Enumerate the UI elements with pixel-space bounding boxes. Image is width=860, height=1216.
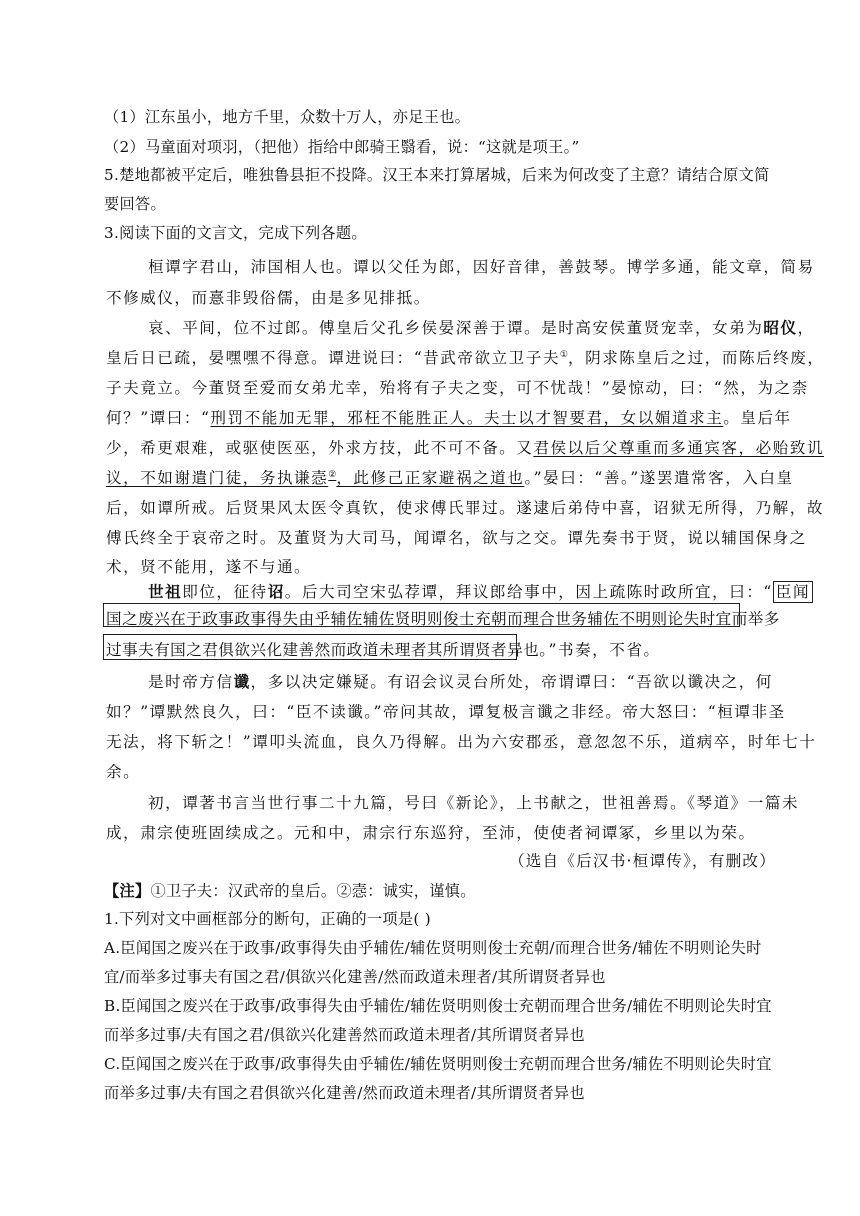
- p2-text: 何？”谭曰：“: [106, 409, 211, 427]
- p2-text: ，阴求陈皇后之过，而陈后终废，: [568, 349, 825, 367]
- passage-p2-line-6: [106, 466, 794, 488]
- p3-text: 。”书奏，不省。: [539, 641, 661, 659]
- option-a-line-1[interactable]: A.臣闻国之废兴在于政事/政事得失由乎辅佐/辅佐贤明则俊士充朝/而理合世务/辅佐不明则论失时: [104, 939, 762, 957]
- p4-text: ，多以决定嫌疑。有诏会议灵台所处，帝谓谭曰：“吾欲以谶决之，何: [250, 673, 773, 691]
- passage-p2-line-5: [106, 436, 824, 458]
- passage-p1-line-2: 不修威仪，而憙非毁俗儒，由是多见排抵。: [106, 289, 431, 307]
- p3-text: 即位，征待: [182, 583, 268, 601]
- question-5-line-2: 要回答。: [104, 195, 166, 213]
- boxed-text-start: 臣闻: [773, 581, 813, 603]
- answer-1: （1）江东虽小，地方千里，众数十万人，亦足王也。: [104, 108, 471, 126]
- passage-p4-line-3: 无法，将下斩之！”谭叩头流血，良久乃得解。出为六安郡丞，意忽忽不乐，道病卒，时年七十: [106, 733, 817, 751]
- p2-text: 。皇后年: [723, 409, 792, 427]
- boxed-passage-line-2: 国之废兴在于政事政事得失由乎辅佐辅佐贤明则俊士充朝而理合世务辅佐不明则论失时宜而举多: [106, 610, 780, 628]
- notes-text: ①卫子夫：汉武帝的皇后。②悫：诚实，谨慎。: [150, 882, 476, 900]
- p2-text: 。”晏曰：“善。”遂罢遣常客，入白皇: [524, 469, 794, 487]
- footnote-marker: ①: [559, 349, 568, 360]
- underlined-sentence-2-cont: ，此修己正家避祸之道也: [336, 469, 525, 487]
- section-3-intro: 3.阅读下面的文言文，完成下列各题。: [104, 224, 367, 242]
- question-1-stem: 1.下列对文中画框部分的断句，正确的一项是( ): [104, 910, 431, 928]
- passage-p1-line-1: 桓谭字君山，沛国相人也。谭以父任为郎，因好音律，善鼓琴。博学多通，能文章，简易: [148, 258, 815, 276]
- passage-p2-line-7: 后，如谭所戒。后贤果风太医令真钦，使求傅氏罪过。遂逮后弟侍中喜，诏狱无所得，乃解，故: [106, 499, 824, 517]
- passage-p4-line-2: 如？”谭默然良久，曰：“臣不读谶。”帝问其故，谭复极言谶之非经。帝大怒曰：“桓谭非圣: [106, 703, 786, 721]
- option-b-line-2[interactable]: 而举多过事/夫有国之君/俱欲兴化建善然而政道未理者/其所谓贤者异也: [104, 1026, 585, 1044]
- option-b-line-1[interactable]: B.臣闻国之废兴在于政事/政事得失由乎辅佐/辅佐贤明则俊士充朝而理合世务/辅佐不明则论失时宜: [104, 997, 772, 1015]
- passage-source: （选自《后汉书·桓谭传》，有删改）: [508, 852, 776, 870]
- underlined-sentence-2: 君侯以后父尊重而多通宾客，必贻致讥: [533, 439, 824, 457]
- underlined-sentence-1: 刑罚不能加无罪，邪枉不能胜正人。夫士以才智要君，女以媚道求主: [210, 409, 724, 427]
- passage-p5-line-2: 成，肃宗使班固续成之。元和中，肃宗行东巡狩，至沛，使使者祠谭冢，乡里以为荣。: [106, 824, 756, 842]
- passage-p2-line-9: 术，贤不能用，遂不与通。: [106, 558, 312, 576]
- question-5-line-1: 5.楚地都被平定后，唯独鲁县拒不投降。汉王本来打算屠城，后来为何改变了主意？请结合原文简: [104, 166, 770, 184]
- emphasized-word: 谶: [233, 672, 251, 691]
- passage-p2-line-2: [106, 346, 824, 368]
- option-c-line-1[interactable]: C.臣闻国之废兴在于政事/政事得失由乎辅佐/辅佐贤明则俊士充朝而理合世务/辅佐不明则论失时宜: [104, 1055, 772, 1073]
- emphasized-word: 世祖: [148, 582, 183, 601]
- p4-text: 是时帝方信: [148, 673, 234, 691]
- p2-text: ，: [797, 319, 815, 337]
- passage-p5-line-1: 初，谭著书言当世行事二十九篇，号曰《新论》，上书献之，世祖善焉。《琴道》一篇未: [148, 794, 800, 812]
- notes: [104, 880, 476, 901]
- answer-2: （2）马童面对项羽，（把他）指给中郎骑王翳看，说：“这就是项王。”: [104, 138, 580, 156]
- emphasized-word: 诏: [267, 582, 285, 601]
- passage-p2-line-8: 傅氏终全于哀帝之时。及董贤为大司马，闻谭名，欲与之交。谭先奏书于贤，说以辅国保身之: [106, 529, 807, 547]
- boxed-text-end: 过事夫有国之君俱欲兴化建善然而政道未理者其所谓贤者异也: [106, 641, 540, 659]
- option-a-line-2[interactable]: 宜/而举多过事夫有国之君/俱欲兴化建善/然而政道未理者/其所谓贤者异也: [104, 968, 606, 986]
- option-c-line-2[interactable]: 而举多过事/夫有国之君俱欲兴化建善/然而政道未理者/其所谓贤者异也: [104, 1084, 585, 1102]
- p2-text: 哀、平间，位不过郎。傅皇后父孔乡侯晏深善于谭。是时高安侯董贤宠幸，女弟为: [148, 319, 764, 337]
- underlined-sentence-2-cont: 议，不如谢遣门徒，务执谦悫: [106, 469, 329, 487]
- passage-p4-line-4: 余。: [106, 763, 141, 781]
- p2-text: 少，希更艰难，或驱使医巫，外求方技，此不可不备。又: [106, 439, 534, 457]
- p2-text: 皇后日已疏，晏嘿嘿不得意。谭进说曰：“昔武帝欲立卫子夫: [106, 349, 560, 367]
- notes-label: 【注】: [104, 882, 151, 900]
- passage-p2-line-1: [148, 316, 815, 338]
- boxed-passage-line-3: [106, 638, 661, 660]
- emphasized-word: 昭仪: [763, 318, 798, 337]
- passage-p2-line-4: [106, 406, 792, 428]
- passage-p3-line-1: [148, 580, 813, 602]
- footnote-marker: ②: [328, 469, 337, 480]
- passage-p2-line-3: 子夫竟立。今董贤至爱而女弟尤幸，殆将有子夫之变，可不忧哉！”晏惊动，曰：“然，为之柰: [106, 379, 809, 397]
- passage-p4-line-1: [148, 670, 773, 692]
- p3-text: 。后大司空宋弘荐谭，拜议郎给事中，因上疏陈时政所宜，曰：“: [284, 583, 773, 601]
